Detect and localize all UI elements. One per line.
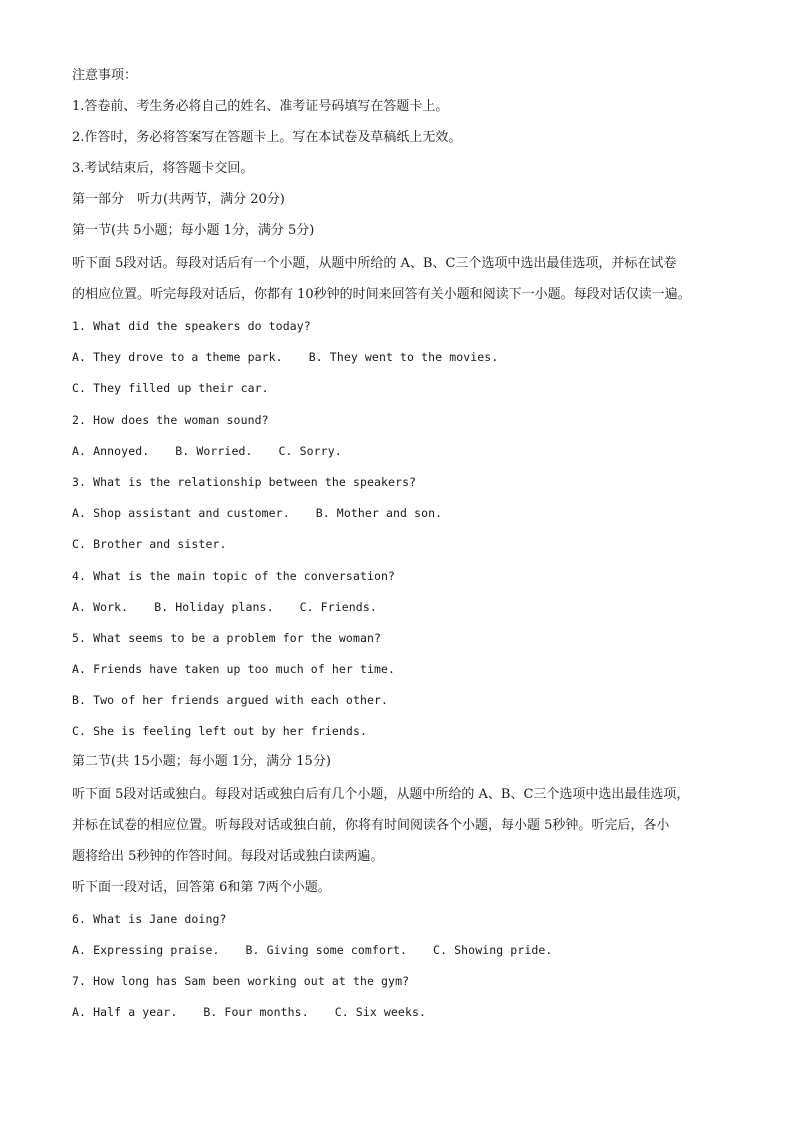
part1-title: 第一部分 听力(共两节，满分 20分) — [72, 192, 285, 207]
q3-option-a: A. Shop assistant and customer. — [72, 506, 290, 520]
notes-item-2: 2.作答时，务必将答案写在答题卡上。写在本试卷及草稿纸上无效。 — [72, 130, 462, 145]
question-7: 7. How long has Sam been working out at the gym? — [72, 974, 410, 988]
question-2: 2. How does the woman sound? — [72, 413, 269, 427]
section1-title: 第一节(共 5小题；每小题 1分，满分 5分) — [72, 223, 315, 238]
question-3-options — [72, 504, 732, 522]
notes-item-1: 1.答卷前、考生务必将自己的姓名、准考证号码填写在答题卡上。 — [72, 99, 449, 114]
question-4-options — [72, 598, 732, 616]
question-1-options — [72, 348, 732, 366]
q3-option-c: C. Brother and sister. — [72, 537, 227, 551]
q5-option-b: B. Two of her friends argued with each other. — [72, 693, 389, 707]
q5-option-a: A. Friends have taken up too much of her time. — [72, 662, 396, 676]
question-4: 4. What is the main topic of the conversation? — [72, 569, 396, 583]
question-5: 5. What seems to be a problem for the woman? — [72, 631, 382, 645]
q4-option-a: A. Work. — [72, 600, 129, 614]
question-6: 6. What is Jane doing? — [72, 912, 227, 926]
section1-instructions-line-2: 的相应位置。听完每段对话后，你都有 10秒钟的时间来回答有关小题和阅读下一小题。每段对话仅读一遍。 — [72, 287, 691, 302]
q2-option-c: C. Sorry. — [278, 444, 342, 458]
notes-item-3: 3.考试结束后，将答题卡交回。 — [72, 161, 254, 176]
section2-instructions-line-1: 听下面 5段对话或独白。每段对话或独白后有几个小题，从题中所给的 A、B、C三个选项中选出最佳选项， — [72, 787, 690, 802]
notes-heading: 注意事项： — [72, 68, 138, 83]
question-1: 1. What did the speakers do today? — [72, 319, 311, 333]
section2-title: 第二节(共 15小题；每小题 1分，满分 15分) — [72, 754, 331, 769]
q7-option-a: A. Half a year. — [72, 1005, 178, 1019]
section2-instructions-line-2: 并标在试卷的相应位置。听每段对话或独白前，你将有时间阅读各个小题，每小题 5秒钟。听完后，各小 — [72, 818, 670, 833]
q4-option-c: C. Friends. — [299, 600, 377, 614]
section2-lead: 听下面一段对话，回答第 6和第 7两个小题。 — [72, 880, 331, 895]
q5-option-c: C. She is feeling left out by her friends. — [72, 724, 367, 738]
q1-option-a: A. They drove to a theme park. — [72, 350, 283, 364]
question-7-options — [72, 1003, 732, 1021]
q7-option-c: C. Six weeks. — [334, 1005, 427, 1019]
q1-option-c: C. They filled up their car. — [72, 381, 269, 395]
q6-option-c: C. Showing pride. — [433, 943, 553, 957]
q2-option-b: B. Worried. — [175, 444, 253, 458]
q6-option-a: A. Expressing praise. — [72, 943, 220, 957]
question-3: 3. What is the relationship between the speakers? — [72, 475, 417, 489]
q4-option-b: B. Holiday plans. — [154, 600, 274, 614]
section2-instructions-line-3: 题将给出 5秒钟的作答时间。每段对话或独白读两遍。 — [72, 849, 384, 864]
question-6-options — [72, 941, 732, 959]
q6-option-b: B. Giving some comfort. — [245, 943, 408, 957]
q2-option-a: A. Annoyed. — [72, 444, 150, 458]
question-2-options — [72, 442, 732, 460]
section1-instructions-line-1: 听下面 5段对话。每段对话后有一个小题，从题中所给的 A、B、C三个选项中选出最佳选项，并标在试卷 — [72, 256, 677, 271]
q3-option-b: B. Mother and son. — [315, 506, 443, 520]
q1-option-b: B. They went to the movies. — [308, 350, 499, 364]
q7-option-b: B. Four months. — [203, 1005, 309, 1019]
